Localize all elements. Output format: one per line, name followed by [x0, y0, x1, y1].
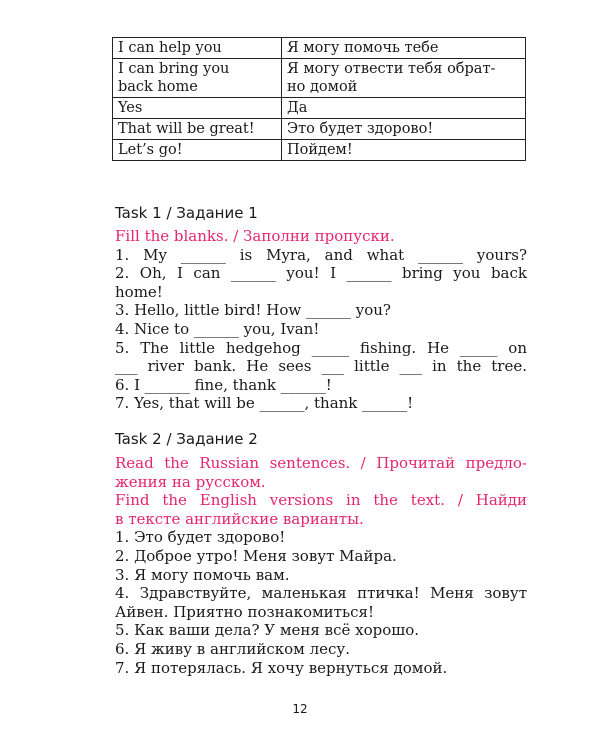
vocabulary-table — [112, 37, 526, 161]
task2-line: 7. Я потерялась. Я хочу вернуться домой. — [115, 658, 448, 677]
task2-line: Айвен. Приятно познакомиться! — [115, 602, 375, 621]
table-row — [113, 140, 526, 161]
russian-cell: Да — [282, 98, 526, 119]
cell-line: I can bring you — [118, 61, 230, 77]
task2-instruction-line: Find the English versions in the text. / Найди — [115, 491, 527, 510]
english-cell: Let’s go! — [113, 140, 282, 161]
russian-cell: Это будет здорово! — [282, 119, 526, 140]
task1-line: home! — [115, 282, 163, 301]
task1-heading: Task 1 / Задание 1 — [115, 204, 258, 222]
task2-instruction-line: в тексте английские варианты. — [115, 509, 364, 528]
cell-line: Я могу отвести тебя обрат- — [287, 61, 496, 77]
task1-line: 6. I ______ fine, thank ______! — [115, 375, 332, 394]
task1-line: 5. The little hedgehog _____ fishing. He _____ on — [115, 338, 527, 357]
table-row — [113, 119, 526, 140]
task2-line: 4. Здравствуйте, маленькая птичка! Меня зовут — [115, 584, 527, 603]
task1-line: ___ river bank. He sees ___ little ___ in the tree. — [115, 357, 527, 376]
english-cell — [113, 59, 282, 98]
russian-cell: Пойдем! — [282, 140, 526, 161]
page-number: 12 — [292, 702, 308, 716]
table-row — [113, 38, 526, 59]
english-cell: That will be great! — [113, 119, 282, 140]
task1-line: 3. Hello, little bird! How ______ you? — [115, 301, 391, 320]
task1-instruction: Fill the blanks. / Заполни пропуски. — [115, 227, 395, 245]
english-cell: Yes — [113, 98, 282, 119]
table-row — [113, 98, 526, 119]
table-row — [113, 59, 526, 98]
task1-line: 1. My ______ is Myra, and what ______ yours? — [115, 245, 527, 264]
task1-line: 4. Nice to ______ you, Ivan! — [115, 319, 320, 338]
task2-line: 1. Это будет здорово! — [115, 528, 286, 547]
task2-line: 5. Как ваши дела? У меня всё хорошо. — [115, 621, 420, 640]
task1-body — [115, 227, 527, 413]
task2-body — [115, 454, 527, 677]
english-cell: I can help you — [113, 38, 282, 59]
russian-cell — [282, 59, 526, 98]
task2-line: 2. Доброе утро! Меня зовут Майра. — [115, 546, 397, 565]
russian-cell: Я могу помочь тебе — [282, 38, 526, 59]
task1-line: 7. Yes, that will be ______, thank ______! — [115, 394, 414, 413]
task2-line: 6. Я живу в английском лесу. — [115, 639, 350, 658]
task2-instruction-line: жения на русском. — [115, 472, 266, 491]
cell-line: back home — [118, 79, 198, 95]
task1-line: 2. Oh, I can ______ you! I ______ bring you back — [115, 264, 527, 283]
task2-line: 3. Я могу помочь вам. — [115, 565, 290, 584]
task2-instruction-line: Read the Russian sentences. / Прочитай предло- — [115, 454, 527, 472]
task2-heading: Task 2 / Задание 2 — [115, 430, 258, 448]
cell-line: но домой — [287, 79, 358, 95]
